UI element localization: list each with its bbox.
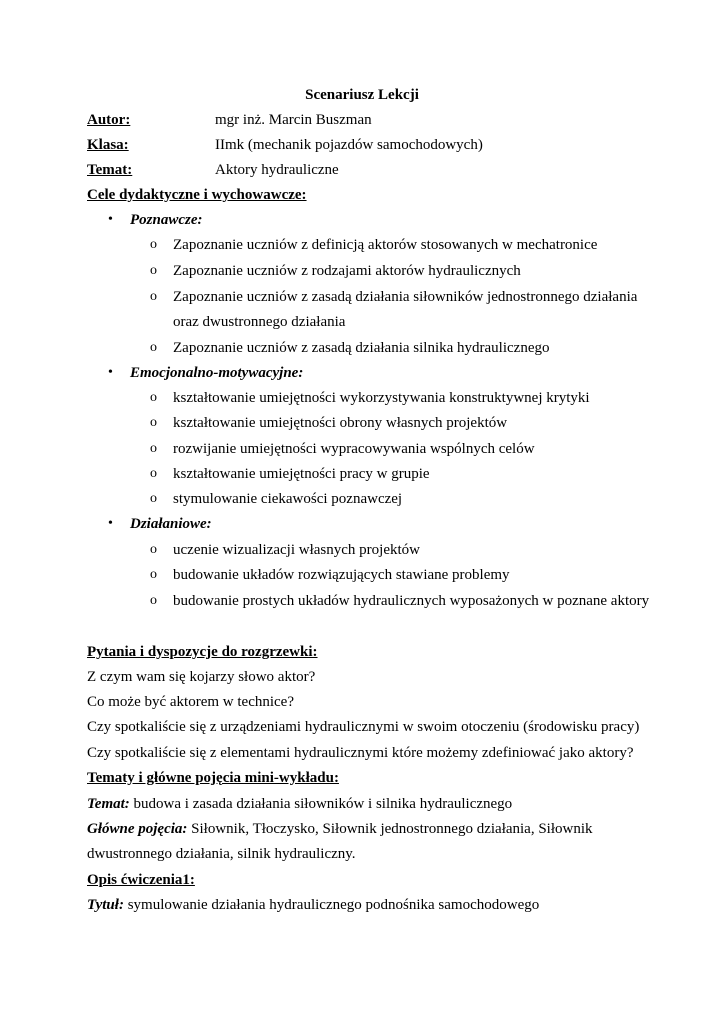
concepts-label: Główne pojęcia: bbox=[87, 821, 188, 837]
group-label-practical: Działaniowe: bbox=[130, 516, 212, 532]
document-title: Scenariusz Lekcji bbox=[305, 87, 419, 103]
meta-value-topic: Aktory hydrauliczne bbox=[215, 162, 339, 178]
bullet-marker: • bbox=[108, 212, 113, 227]
sub-marker: o bbox=[150, 289, 157, 304]
list-item: Zapoznanie uczniów z zasadą działania silnika hydraulicznego bbox=[173, 340, 550, 356]
topic-value: budowa i zasada działania siłowników i silnika hydraulicznego bbox=[129, 796, 513, 812]
sub-marker: o bbox=[150, 491, 157, 506]
list-item-continuation: oraz dwustronnego działania bbox=[173, 314, 346, 330]
group-label-cognitive: Poznawcze: bbox=[130, 212, 203, 228]
question-line: Czy spotkaliście się z urządzeniami hydraulicznymi w swoim otoczeniu (środowisku pracy) bbox=[87, 719, 640, 735]
sub-marker: o bbox=[150, 237, 157, 252]
sub-marker: o bbox=[150, 390, 157, 405]
list-item: rozwijanie umiejętności wypracowywania wspólnych celów bbox=[173, 441, 535, 457]
list-item: budowanie prostych układów hydraulicznych wyposażonych w poznane aktory bbox=[173, 593, 650, 609]
list-item: uczenie wizualizacji własnych projektów bbox=[173, 542, 420, 558]
list-item: Zapoznanie uczniów z definicją aktorów stosowanych w mechatronice bbox=[173, 237, 598, 253]
bullet-marker: • bbox=[108, 516, 113, 531]
group-label-emotional: Emocjonalno-motywacyjne: bbox=[130, 365, 304, 381]
question-line: Czy spotkaliście się z elementami hydraulicznymi które możemy zdefiniować jako aktory? bbox=[87, 745, 634, 761]
exercise-title-label: Tytuł: bbox=[87, 897, 124, 913]
list-item: Zapoznanie uczniów z rodzajami aktorów hydraulicznych bbox=[173, 263, 521, 279]
list-item: budowanie układów rozwiązujących stawiane problemy bbox=[173, 567, 510, 583]
meta-label-topic: Temat: bbox=[87, 162, 133, 178]
topic-label: Temat: bbox=[87, 796, 130, 812]
sub-marker: o bbox=[150, 466, 157, 481]
topics-heading: Tematy i główne pojęcia mini-wykładu: bbox=[87, 770, 339, 786]
topic-line bbox=[87, 795, 512, 813]
sub-marker: o bbox=[150, 567, 157, 582]
sub-marker: o bbox=[150, 542, 157, 557]
meta-value-class: IImk (mechanik pojazdów samochodowych) bbox=[215, 137, 483, 153]
sub-marker: o bbox=[150, 593, 157, 608]
question-line: Co może być aktorem w technice? bbox=[87, 694, 294, 710]
question-line: Z czym wam się kojarzy słowo aktor? bbox=[87, 669, 316, 685]
list-item: Zapoznanie uczniów z zasadą działania siłowników jednostronnego działania bbox=[173, 289, 638, 305]
meta-label-author: Autor: bbox=[87, 112, 131, 128]
sub-marker: o bbox=[150, 340, 157, 355]
sub-marker: o bbox=[150, 263, 157, 278]
meta-value-author: mgr inż. Marcin Buszman bbox=[215, 112, 372, 128]
questions-heading: Pytania i dyspozycje do rozgrzewki: bbox=[87, 644, 318, 660]
exercise-heading: Opis ćwiczenia1: bbox=[87, 872, 195, 888]
goals-heading: Cele dydaktyczne i wychowawcze: bbox=[87, 187, 307, 203]
list-item: kształtowanie umiejętności wykorzystywania konstruktywnej krytyki bbox=[173, 390, 590, 406]
sub-marker: o bbox=[150, 441, 157, 456]
exercise-title-value: symulowanie działania hydraulicznego podnośnika samochodowego bbox=[123, 897, 540, 913]
concepts-line bbox=[87, 820, 593, 838]
meta-label-class: Klasa: bbox=[87, 137, 129, 153]
list-item: stymulowanie ciekawości poznawczej bbox=[173, 491, 403, 507]
sub-marker: o bbox=[150, 415, 157, 430]
concepts-value: Siłownik, Tłoczysko, Siłownik jednostronnego działania, Siłownik bbox=[187, 821, 593, 837]
bullet-marker: • bbox=[108, 365, 113, 380]
exercise-title-line bbox=[87, 896, 539, 914]
list-item: kształtowanie umiejętności obrony własnych projektów bbox=[173, 415, 508, 431]
list-item: kształtowanie umiejętności pracy w grupie bbox=[173, 466, 430, 482]
concepts-line-continuation: dwustronnego działania, silnik hydrauliczny. bbox=[87, 846, 356, 862]
